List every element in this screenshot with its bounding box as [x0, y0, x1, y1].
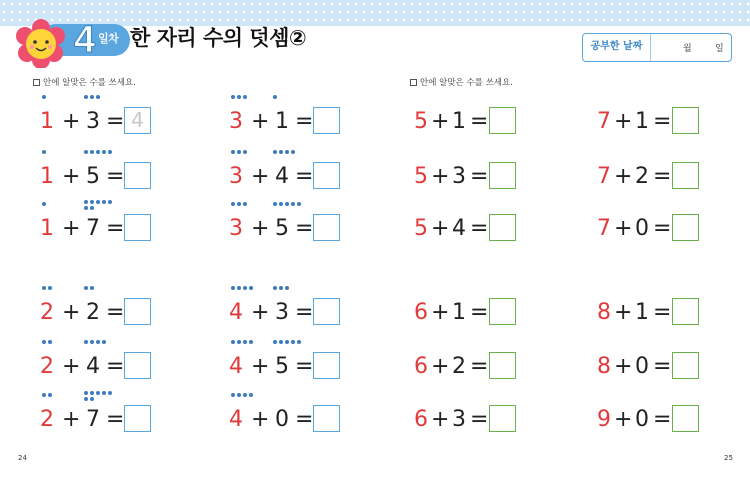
answer-box[interactable] — [672, 107, 699, 134]
counting-dots — [231, 202, 249, 206]
addend-a: 2 — [40, 407, 54, 432]
addend-a: 2 — [40, 354, 54, 379]
dot — [84, 391, 88, 395]
day-unit-label: 일 — [715, 44, 724, 54]
addend-a: 3 — [229, 216, 243, 241]
addend-a: 9 — [597, 407, 611, 432]
plus-sign: + — [614, 109, 633, 134]
answer-box[interactable] — [124, 298, 151, 325]
counting-dots — [84, 150, 114, 154]
equals-sign: = — [653, 164, 672, 189]
equals-sign: = — [295, 407, 314, 432]
answer-box[interactable] — [124, 214, 151, 241]
addend-a: 1 — [40, 164, 54, 189]
counting-dots — [273, 340, 303, 344]
counting-dots — [84, 391, 114, 401]
dot — [42, 150, 46, 154]
equals-sign: = — [470, 164, 489, 189]
plus-sign: + — [251, 300, 270, 325]
page-number-left: 24 — [18, 454, 27, 462]
answer-box[interactable] — [672, 162, 699, 189]
equals-sign: = — [653, 354, 672, 379]
counting-dots — [42, 340, 54, 344]
dot — [273, 150, 277, 154]
plus-sign: + — [431, 300, 450, 325]
instruction-right-text: 안에 알맞은 수를 쓰세요. — [420, 78, 513, 88]
plus-sign: + — [251, 164, 270, 189]
dot — [96, 150, 100, 154]
instruction-left-text: 안에 알맞은 수를 쓰세요. — [43, 78, 136, 88]
dot — [84, 150, 88, 154]
answer-box[interactable] — [124, 352, 151, 379]
addend-b: 2 — [452, 354, 466, 379]
counting-dots — [231, 340, 255, 344]
equals-sign: = — [106, 300, 125, 325]
dot — [96, 200, 100, 204]
counting-dots — [42, 150, 48, 154]
instruction-right — [410, 76, 513, 88]
answer-box[interactable] — [313, 162, 340, 189]
study-date-label: 공부한 날짜 — [583, 34, 651, 61]
addend-a: 4 — [229, 354, 243, 379]
dot — [237, 393, 241, 397]
addend-a: 8 — [597, 300, 611, 325]
answer-box[interactable] — [124, 405, 151, 432]
addend-a: 6 — [414, 300, 428, 325]
dot — [42, 393, 46, 397]
equals-sign: = — [653, 300, 672, 325]
equals-sign: = — [470, 407, 489, 432]
plus-sign: + — [614, 300, 633, 325]
addend-b: 5 — [275, 354, 289, 379]
dot — [90, 95, 94, 99]
answer-box[interactable] — [313, 352, 340, 379]
dot — [249, 286, 253, 290]
plus-sign: + — [614, 354, 633, 379]
addend-a: 3 — [229, 109, 243, 134]
sun-flower-icon — [14, 18, 68, 68]
addend-a: 6 — [414, 354, 428, 379]
dot — [108, 391, 112, 395]
addend-b: 0 — [275, 407, 289, 432]
dot — [297, 340, 301, 344]
answer-box[interactable] — [672, 214, 699, 241]
dot — [243, 202, 247, 206]
plus-sign: + — [431, 354, 450, 379]
addend-b: 1 — [452, 109, 466, 134]
answer-box[interactable] — [124, 162, 151, 189]
addend-b: 4 — [452, 216, 466, 241]
dot — [273, 340, 277, 344]
counting-dots — [231, 150, 249, 154]
equals-sign: = — [295, 354, 314, 379]
counting-dots — [231, 286, 255, 290]
addend-a: 5 — [414, 164, 428, 189]
addend-b: 1 — [452, 300, 466, 325]
dot — [291, 150, 295, 154]
dot — [243, 393, 247, 397]
equals-sign: = — [295, 216, 314, 241]
answer-box[interactable] — [489, 405, 516, 432]
addend-b: 3 — [452, 164, 466, 189]
addend-b: 7 — [86, 216, 100, 241]
dot — [279, 340, 283, 344]
checkbox-icon — [410, 79, 417, 86]
dot — [48, 393, 52, 397]
addend-a: 3 — [229, 164, 243, 189]
dot — [237, 95, 241, 99]
dot — [285, 202, 289, 206]
answer-box[interactable] — [489, 298, 516, 325]
plus-sign: + — [251, 407, 270, 432]
addend-a: 6 — [414, 407, 428, 432]
dot — [243, 286, 247, 290]
dot — [279, 150, 283, 154]
dot — [96, 340, 100, 344]
counting-dots — [273, 150, 297, 154]
dot — [237, 150, 241, 154]
addend-b: 5 — [275, 216, 289, 241]
equals-sign: = — [106, 164, 125, 189]
dot — [90, 150, 94, 154]
equals-sign: = — [295, 164, 314, 189]
addend-a: 1 — [40, 109, 54, 134]
dot — [90, 397, 94, 401]
dot — [285, 150, 289, 154]
counting-dots — [42, 286, 54, 290]
equals-sign: = — [470, 354, 489, 379]
dot — [42, 95, 46, 99]
addend-b: 3 — [275, 300, 289, 325]
plus-sign: + — [431, 164, 450, 189]
dot — [249, 393, 253, 397]
dot — [285, 286, 289, 290]
addend-b: 3 — [452, 407, 466, 432]
addend-a: 7 — [597, 164, 611, 189]
addend-a: 1 — [40, 216, 54, 241]
dot — [42, 340, 46, 344]
addend-b: 1 — [275, 109, 289, 134]
dot — [231, 150, 235, 154]
dot — [84, 340, 88, 344]
dot — [231, 393, 235, 397]
counting-dots — [84, 340, 108, 344]
addend-b: 4 — [86, 354, 100, 379]
answer-value: 4 — [131, 108, 144, 132]
dot — [48, 340, 52, 344]
day-label: 일차 — [98, 32, 119, 45]
equals-sign: = — [106, 407, 125, 432]
answer-box[interactable] — [672, 352, 699, 379]
dot — [96, 391, 100, 395]
dot — [231, 95, 235, 99]
addend-b: 0 — [635, 216, 649, 241]
dot — [90, 340, 94, 344]
addend-b: 5 — [86, 164, 100, 189]
equals-sign: = — [653, 109, 672, 134]
addend-a: 7 — [597, 109, 611, 134]
answer-box[interactable] — [672, 405, 699, 432]
answer-box[interactable] — [489, 352, 516, 379]
answer-box[interactable] — [124, 107, 151, 134]
counting-dots — [273, 286, 291, 290]
equals-sign: = — [106, 216, 125, 241]
dot — [90, 200, 94, 204]
dot — [237, 340, 241, 344]
dot — [273, 95, 277, 99]
dot — [273, 202, 277, 206]
plus-sign: + — [431, 109, 450, 134]
plus-sign: + — [62, 354, 81, 379]
counting-dots — [42, 95, 48, 99]
dot — [243, 150, 247, 154]
addend-b: 2 — [635, 164, 649, 189]
addend-a: 5 — [414, 109, 428, 134]
dot — [243, 340, 247, 344]
counting-dots — [231, 95, 249, 99]
counting-dots — [231, 393, 255, 397]
addend-b: 1 — [635, 109, 649, 134]
dot — [273, 286, 277, 290]
day-number: 4 — [74, 19, 96, 61]
equals-sign: = — [470, 216, 489, 241]
dot — [108, 150, 112, 154]
dot — [285, 340, 289, 344]
dot — [96, 95, 100, 99]
dot — [237, 286, 241, 290]
dot — [48, 286, 52, 290]
counting-dots — [42, 202, 48, 206]
answer-box[interactable] — [313, 405, 340, 432]
addend-b: 3 — [86, 109, 100, 134]
equals-sign: = — [653, 407, 672, 432]
dot — [279, 202, 283, 206]
dot — [84, 286, 88, 290]
dot — [84, 200, 88, 204]
counting-dots — [273, 95, 279, 99]
plus-sign: + — [431, 407, 450, 432]
counting-dots — [84, 286, 96, 290]
dot — [90, 286, 94, 290]
dot — [243, 95, 247, 99]
instruction-left — [33, 76, 136, 88]
addend-b: 0 — [635, 354, 649, 379]
dot — [291, 340, 295, 344]
addend-a: 7 — [597, 216, 611, 241]
dot — [249, 340, 253, 344]
dot — [102, 150, 106, 154]
plus-sign: + — [62, 109, 81, 134]
answer-box[interactable] — [489, 162, 516, 189]
answer-box[interactable] — [672, 298, 699, 325]
addend-b: 0 — [635, 407, 649, 432]
dot — [42, 286, 46, 290]
day-badge — [14, 18, 124, 64]
plus-sign: + — [62, 300, 81, 325]
dot — [108, 200, 112, 204]
checkbox-icon — [33, 79, 40, 86]
answer-box[interactable] — [489, 214, 516, 241]
plus-sign: + — [62, 164, 81, 189]
dot — [90, 391, 94, 395]
plus-sign: + — [614, 164, 633, 189]
plus-sign: + — [251, 354, 270, 379]
study-date-box[interactable] — [582, 33, 732, 62]
answer-box[interactable] — [313, 298, 340, 325]
dot — [291, 202, 295, 206]
equals-sign: = — [470, 109, 489, 134]
plus-sign: + — [251, 109, 270, 134]
equals-sign: = — [295, 300, 314, 325]
dot — [102, 200, 106, 204]
plus-sign: + — [251, 216, 270, 241]
addend-a: 4 — [229, 300, 243, 325]
dot — [231, 202, 235, 206]
equals-sign: = — [295, 109, 314, 134]
dot — [231, 286, 235, 290]
equals-sign: = — [106, 109, 125, 134]
equals-sign: = — [106, 354, 125, 379]
dot — [84, 206, 88, 210]
addend-b: 7 — [86, 407, 100, 432]
plus-sign: + — [614, 407, 633, 432]
plus-sign: + — [431, 216, 450, 241]
dot — [237, 202, 241, 206]
page-number-right: 25 — [724, 454, 733, 462]
addend-b: 2 — [86, 300, 100, 325]
plus-sign: + — [62, 216, 81, 241]
equals-sign: = — [470, 300, 489, 325]
dot — [90, 206, 94, 210]
answer-box[interactable] — [313, 214, 340, 241]
dot — [102, 391, 106, 395]
addend-a: 8 — [597, 354, 611, 379]
dot — [84, 397, 88, 401]
equals-sign: = — [653, 216, 672, 241]
counting-dots — [84, 95, 102, 99]
dot — [297, 202, 301, 206]
month-label: 월 — [683, 44, 692, 54]
dot — [231, 340, 235, 344]
plus-sign: + — [614, 216, 633, 241]
counting-dots — [273, 202, 303, 206]
addend-a: 2 — [40, 300, 54, 325]
dot — [84, 95, 88, 99]
page-title: 한 자리 수의 덧셈② — [130, 26, 307, 50]
answer-box[interactable] — [489, 107, 516, 134]
dot — [279, 286, 283, 290]
addend-a: 4 — [229, 407, 243, 432]
addend-a: 5 — [414, 216, 428, 241]
addend-b: 1 — [635, 300, 649, 325]
dot — [102, 340, 106, 344]
dot — [42, 202, 46, 206]
counting-dots — [84, 200, 114, 210]
plus-sign: + — [62, 407, 81, 432]
answer-box[interactable] — [313, 107, 340, 134]
addend-b: 4 — [275, 164, 289, 189]
counting-dots — [42, 393, 54, 397]
